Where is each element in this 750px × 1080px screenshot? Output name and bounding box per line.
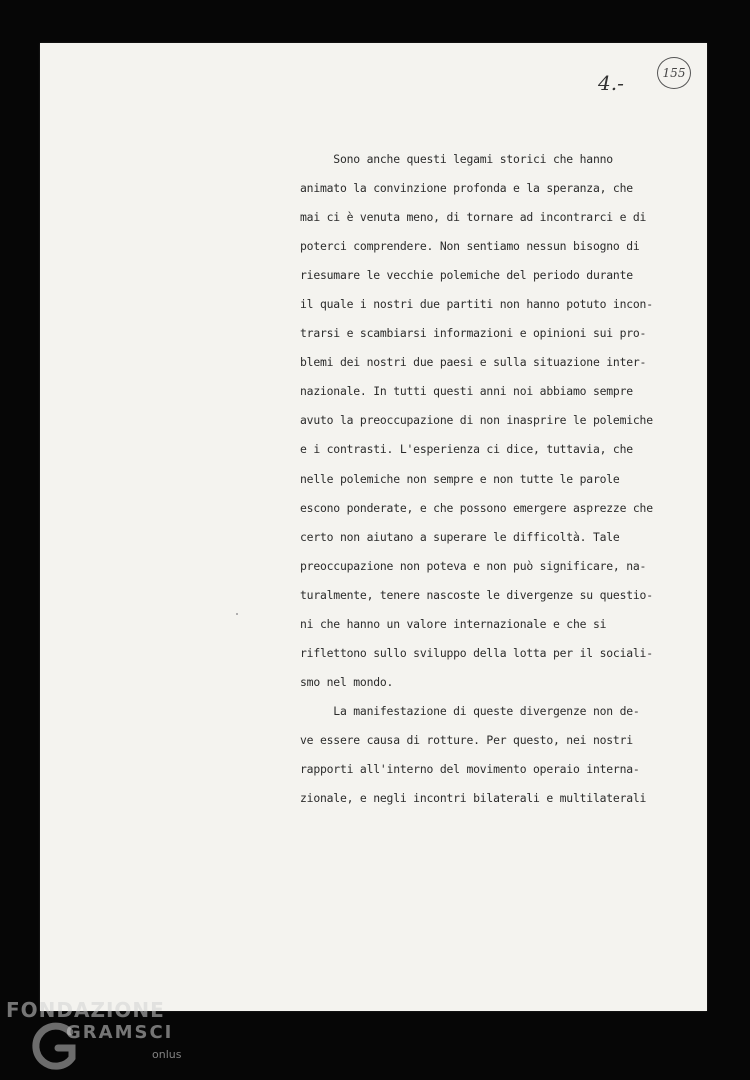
text-line: preoccupazione non poteva e non può significare, na- <box>300 558 647 573</box>
text-line: il quale i nostri due partiti non hanno potuto incon- <box>300 297 653 312</box>
text-line: ni che hanno un valore internazionale e che si <box>300 616 607 631</box>
text-line: blemi dei nostri due paesi e sulla situazione inter- <box>300 355 647 370</box>
text-line: La manifestazione di queste divergenze non de- <box>300 703 640 718</box>
text-line: trarsi e scambiarsi informazioni e opinioni sui pro- <box>300 326 647 341</box>
text-line: rapporti all'interno del movimento operaio interna- <box>300 761 640 776</box>
watermark-line-3: onlus <box>152 1048 182 1061</box>
text-line: ve essere causa di rotture. Per questo, nei nostri <box>300 732 633 747</box>
text-line: poterci comprendere. Non sentiamo nessun bisogno di <box>300 239 640 254</box>
text-line: nelle polemiche non sempre e non tutte le parole <box>300 471 620 486</box>
text-line: mai ci è venuta meno, di tornare ad incontrarci e di <box>300 210 647 225</box>
text-line: avuto la preoccupazione di non inasprire le polemiche <box>300 413 653 428</box>
paper-speck <box>236 613 238 615</box>
text-line: escono ponderate, e che possono emergere asprezze che <box>300 500 653 515</box>
text-line: certo non aiutano a superare le difficoltà. Tale <box>300 529 620 544</box>
text-line: nazionale. In tutti questi anni noi abbiamo sempre <box>300 384 633 399</box>
text-line: zionale, e negli incontri bilaterali e multilaterali <box>300 791 647 806</box>
typed-body-text <box>300 145 653 813</box>
text-line: Sono anche questi legami storici che hanno <box>300 152 613 166</box>
fondazione-gramsci-watermark <box>6 998 206 1078</box>
text-line: turalmente, tenere nascoste le divergenze su questio- <box>300 587 653 602</box>
text-line: animato la convinzione profonda e la speranza, che <box>300 181 633 196</box>
watermark-line-2: GRAMSCI <box>66 1022 174 1043</box>
archive-number-stamp: 155 <box>657 57 691 89</box>
text-line: e i contrasti. L'esperienza ci dice, tuttavia, che <box>300 442 633 457</box>
paper-sheet <box>40 43 707 1011</box>
text-line: riflettono sullo sviluppo della lotta per il sociali- <box>300 645 653 660</box>
text-line: riesumare le vecchie polemiche del periodo durante <box>300 268 633 283</box>
text-line: smo nel mondo. <box>300 674 394 689</box>
handwritten-page-number: 4.- <box>598 71 624 95</box>
watermark-line-1: FONDAZIONE <box>6 998 165 1022</box>
